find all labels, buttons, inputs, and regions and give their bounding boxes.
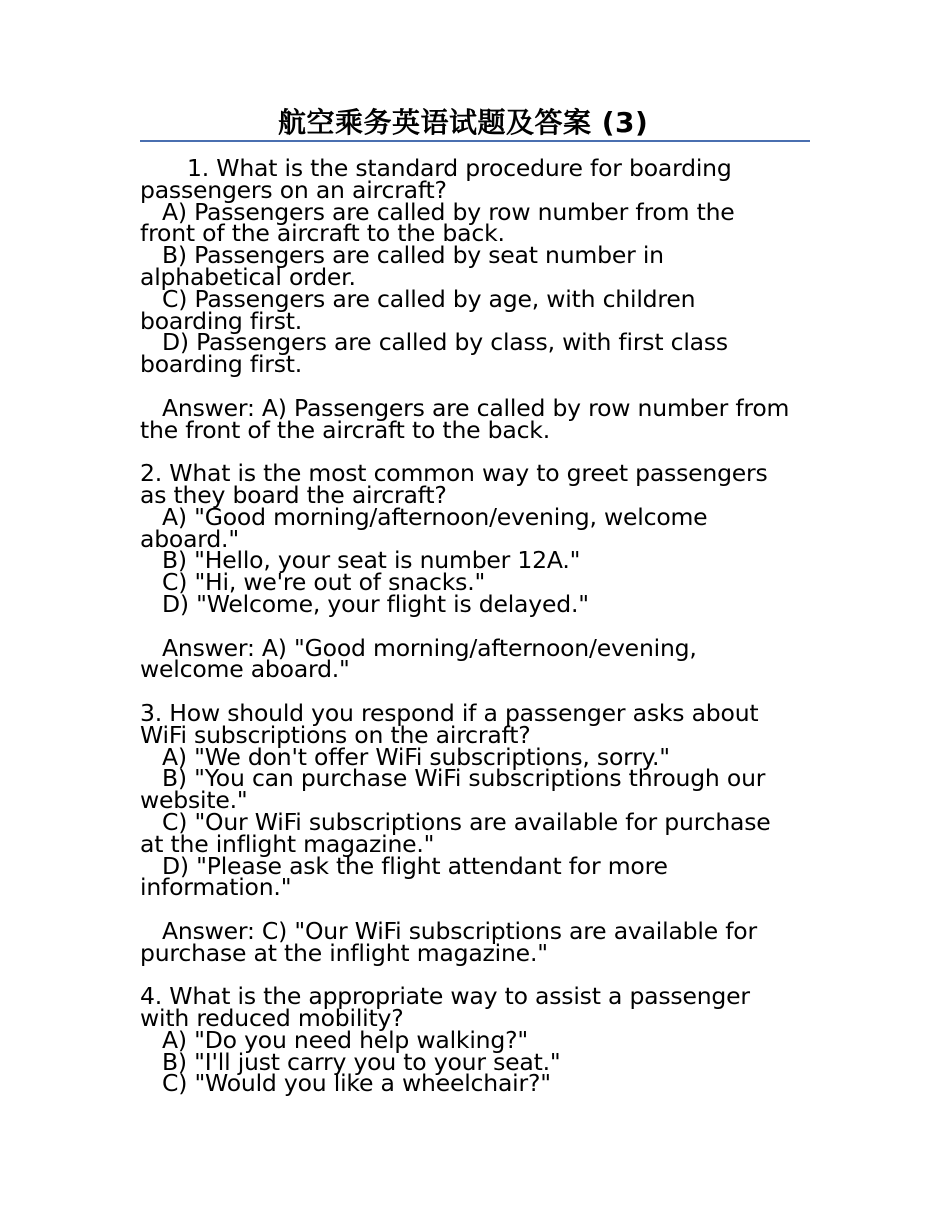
title-block (140, 104, 810, 142)
text-line: C) "Hi, we're out of snacks." (162, 568, 486, 597)
text-line: A) "We don't offer WiFi subscriptions, sorry." (162, 742, 670, 771)
text-line: Answer: C) "Our WiFi subscriptions are available for (162, 916, 757, 945)
text-line: front of the aircraft to the back. (140, 219, 505, 248)
text-line: A) "Do you need help walking?" (162, 1025, 528, 1054)
text-line: welcome aboard." (140, 655, 350, 684)
text-line: aboard." (140, 524, 239, 553)
text-line: the front of the aircraft to the back. (140, 415, 550, 444)
text-line: with reduced mobility? (140, 1004, 404, 1033)
text-line: 4. What is the appropriate way to assist a passenger (140, 982, 750, 1011)
text-line: B) "Hello, your seat is number 12A." (162, 546, 581, 575)
text-line: alphabetical order. (140, 262, 356, 291)
text-line: Answer: A) Passengers are called by row number from (162, 393, 790, 422)
text-line: purchase at the inflight magazine." (140, 938, 548, 967)
text-line: D) Passengers are called by class, with first class (162, 328, 728, 357)
text-line: information." (140, 873, 292, 902)
page-title: 航空乘务英语试题及答案 (3) (278, 106, 649, 139)
text-line: boarding first. (140, 350, 303, 379)
text-line: A) "Good morning/afternoon/evening, welcome (162, 502, 708, 531)
text-line: D) "Welcome, your flight is delayed." (162, 589, 589, 618)
text-line: passengers on an aircraft? (140, 175, 447, 204)
text-line: C) "Would you like a wheelchair?" (162, 1069, 551, 1098)
text-line: boarding first. (140, 306, 303, 335)
text-line: 2. What is the most common way to greet passengers (140, 459, 768, 488)
text-line: B) "You can purchase WiFi subscriptions through our (162, 764, 766, 793)
text-line: Answer: A) "Good morning/afternoon/evening, (162, 633, 697, 662)
text-line: C) "Our WiFi subscriptions are available for purchase (162, 807, 771, 836)
text-line: A) Passengers are called by row number from the (162, 197, 735, 226)
text-line: website." (140, 786, 248, 815)
document-body (140, 154, 820, 1098)
text-line: WiFi subscriptions on the aircraft? (140, 720, 531, 749)
text-line: 1. What is the standard procedure for boarding (187, 154, 732, 182)
text-line: B) Passengers are called by seat number in (162, 241, 664, 270)
text-line: C) Passengers are called by age, with children (162, 284, 696, 313)
text-line: B) "I'll just carry you to your seat." (162, 1047, 561, 1076)
text-line: at the inflight magazine." (140, 829, 435, 858)
text-line: as they board the aircraft? (140, 480, 447, 509)
text-line: 3. How should you respond if a passenger asks about (140, 698, 759, 727)
text-line: D) "Please ask the flight attendant for more (162, 851, 668, 880)
